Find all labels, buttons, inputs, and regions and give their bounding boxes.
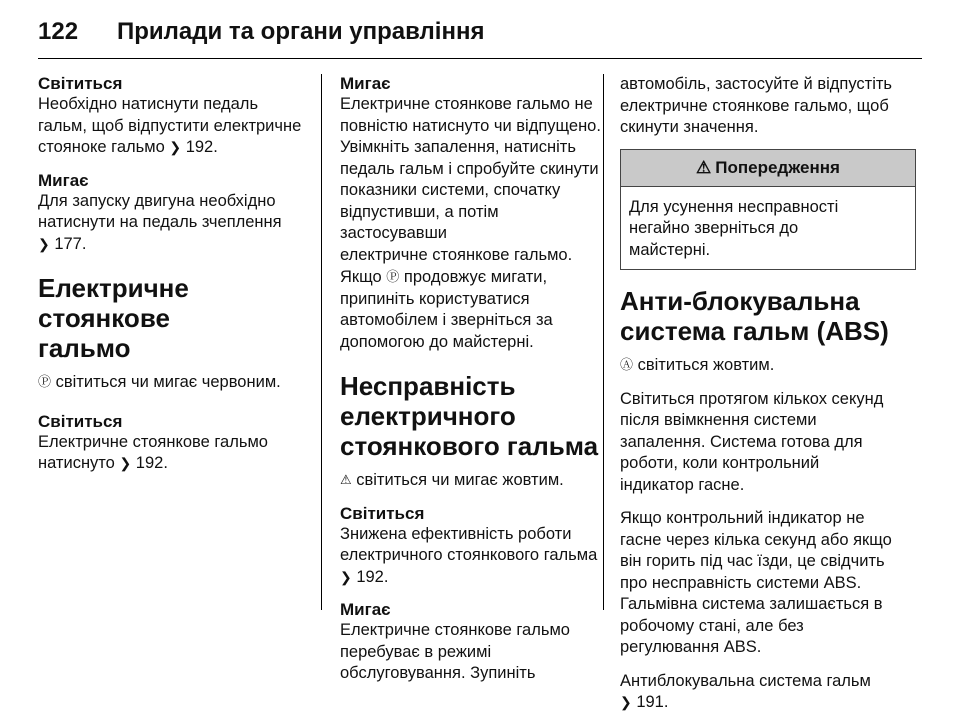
- subheading-flash: Мигає: [340, 74, 391, 93]
- warning-title: Попередження: [715, 157, 840, 177]
- indicator-line: Ⓐ світиться жовтим.: [620, 356, 775, 374]
- warning-box: [620, 149, 916, 271]
- warning-body: Для усунення несправності негайно зверніться до майстерні.: [629, 197, 839, 259]
- arrow-ref-icon: ❯: [169, 139, 182, 155]
- paragraph: автомобіль, застосуйте й відпустіть електричне стоянкове гальмо, щоб скинути значення.: [620, 75, 893, 136]
- section-title: Несправність електричного стоянкового гальма: [340, 371, 599, 461]
- arrow-ref-icon: ❯: [119, 455, 132, 471]
- warning-triangle-icon: ⚠: [696, 157, 712, 177]
- section-title: Електричне стоянкове гальмо: [38, 273, 189, 363]
- paragraph: Антиблокувальна система гальм ❯ 191.: [620, 671, 871, 711]
- arrow-ref-icon: ❯: [340, 568, 352, 585]
- column-2: [340, 74, 606, 685]
- header-rule: [38, 58, 922, 59]
- column-divider: [321, 74, 322, 610]
- paragraph: Електричне стоянкове гальмо не повністю натиснуто чи відпущено. Увімкніть запалення, натисніть педаль гальм і спробуйте скинути показники системи, спочатку відпустивши, а потім застосувавши електричне стоянкове гальмо. Якщо Ⓟ продовжує мигати, припиніть користуватися автомобілем і зверніться за допомогою до майстерні.: [340, 95, 601, 351]
- subheading-lit: Світиться: [340, 503, 425, 523]
- arrow-ref-icon: ❯: [38, 235, 50, 252]
- column-3: [620, 74, 916, 714]
- page-number: 122: [38, 18, 79, 45]
- subheading-lit: Світиться: [38, 411, 123, 431]
- paragraph: Знижена ефективність роботи електричного стоянкового гальма ❯ 192.: [340, 524, 598, 586]
- parking-brake-icon: Ⓟ: [386, 269, 400, 284]
- paragraph: Якщо контрольний індикатор не гасне через кілька секунд або якщо він горить під час їзди, це свідчить про несправність системи ABS. Гальмівна система залишається в робочому стані, але без регулювання ABS.: [620, 509, 892, 656]
- brake-fault-icon: ⚠: [340, 472, 352, 487]
- section-title: Анти-блокувальна система гальм (ABS): [620, 286, 889, 346]
- paragraph: Електричне стоянкове гальмо перебуває в режимі обслуговування. Зупиніть: [340, 621, 570, 682]
- subheading-lit: Світиться: [38, 74, 123, 93]
- arrow-ref-icon: ❯: [620, 694, 632, 710]
- paragraph: Електричне стоянкове гальмо натиснуто ❯ 192.: [38, 432, 268, 472]
- page-title: Прилади та органи управління: [117, 18, 485, 45]
- subheading-flash: Мигає: [340, 600, 391, 619]
- warning-header: [621, 150, 915, 187]
- paragraph: Світиться протягом кількох секунд після ввімкнення системи запалення. Система готова для роботи, коли контрольний індикатор гасне.: [620, 389, 884, 494]
- abs-icon: Ⓐ: [620, 357, 634, 372]
- indicator-line: ⚠ світиться чи мигає жовтим.: [340, 471, 564, 489]
- indicator-line: Ⓟ світиться чи мигає червоним.: [38, 373, 281, 391]
- page-header: [38, 18, 922, 58]
- subheading-flash: Мигає: [38, 170, 89, 190]
- paragraph: Необхідно натиснути педаль гальм, щоб відпустити електричне стояноке гальмо ❯ 192.: [38, 95, 302, 156]
- paragraph: Для запуску двигуна необхідно натиснути на педаль зчеплення ❯ 177.: [38, 191, 282, 253]
- column-1: [38, 74, 304, 475]
- parking-brake-icon: Ⓟ: [38, 374, 52, 389]
